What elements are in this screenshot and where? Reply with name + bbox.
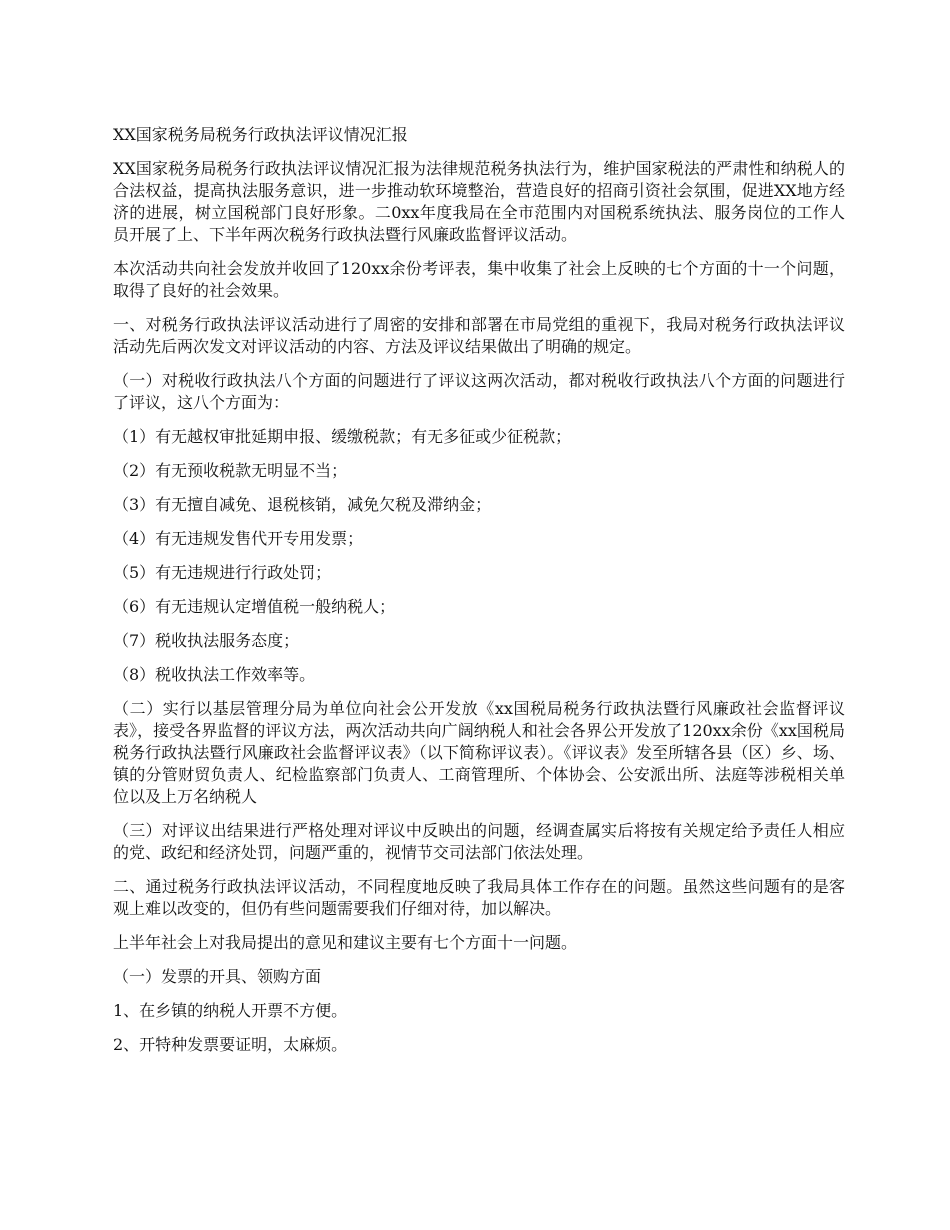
- paragraph-summary: 上半年社会上对我局提出的意见和建议主要有七个方面十一问题。: [113, 933, 578, 952]
- list-item: （5）有无违规进行行政处罚；: [113, 563, 332, 582]
- paragraph-subsection-1: （一）对税收行政执法八个方面的问题进行了评议这两次活动，都对税收行政执法八个方面的问题进行了评议，这八个方面为：: [113, 371, 845, 412]
- document-title: XX国家税务局税务行政执法评议情况汇报: [113, 125, 408, 144]
- paragraph-activity: 本次活动共向社会发放并收回了120xx余份考评表，集中收集了社会上反映的七个方面的十一个问题，取得了良好的社会效果。: [113, 259, 845, 300]
- paragraph-intro: XX国家税务局税务行政执法评议情况汇报为法律规范税务执法行为，维护国家税法的严肃性和纳税人的合法权益，提高执法服务意识，进一步推动软环境整治，营造良好的招商引资社会氛围，促进XX地方经济的进展，树立国税部门良好形象。二0xx年度我局在全市范围内对国税系统执法、服务岗位的工作人员开展了上、下半年两次税务行政执法暨行风廉政监督评议活动。: [113, 159, 845, 244]
- list-item: （8）税收执法工作效率等。: [113, 665, 316, 684]
- list-item: （6）有无违规认定增值税一般纳税人；: [113, 597, 396, 616]
- list-item: （2）有无预收税款无明显不当；: [113, 461, 348, 480]
- paragraph-invoice-heading: （一）发票的开具、领购方面: [113, 967, 322, 986]
- paragraph-subsection-3: （三）对评议出结果进行严格处理对评议中反映出的问题，经调查属实后将按有关规定给予责任人相应的党、政纪和经济处罚，问题严重的，视情节交司法部门依法处理。: [113, 821, 845, 862]
- list-item: 2、开特种发票要证明，太麻烦。: [113, 1035, 348, 1054]
- list-item: （1）有无越权审批延期申报、缓缴税款；有无多征或少征税款；: [113, 427, 572, 446]
- list-item: （4）有无违规发售代开专用发票；: [113, 529, 364, 548]
- paragraph-section-1: 一、对税务行政执法评议活动进行了周密的安排和部署在市局党组的重视下，我局对税务行政执法评议活动先后两次发文对评议活动的内容、方法及评议结果做出了明确的规定。: [113, 315, 845, 356]
- paragraph-subsection-2: （二）实行以基层管理分局为单位向社会公开发放《xx国税局税务行政执法暨行风廉政社会监督评议表》，接受各界监督的评议方法，两次活动共向广阔纳税人和社会各界公开发放了120xx余份《xx国税局税务行政执法暨行风廉政社会监督评议表》（以下简称评议表）。《评议表》发至所辖各县（区）乡、场、镇的分管财贸负责人、纪检监察部门负责人、工商管理所、个体协会、公安派出所、法庭等涉税相关单位以及上万名纳税人: [113, 699, 845, 806]
- list-item: （7）税收执法服务态度；: [113, 631, 300, 650]
- paragraph-section-2: 二、通过税务行政执法评议活动，不同程度地反映了我局具体工作存在的问题。虽然这些问题有的是客观上难以改变的，但仍有些问题需要我们仔细对待，加以解决。: [113, 877, 845, 918]
- list-item: （3）有无擅自减免、退税核销，减免欠税及滞纳金；: [113, 495, 492, 514]
- document-page: [113, 124, 845, 1068]
- list-item: 1、在乡镇的纳税人开票不方便。: [113, 1001, 348, 1020]
